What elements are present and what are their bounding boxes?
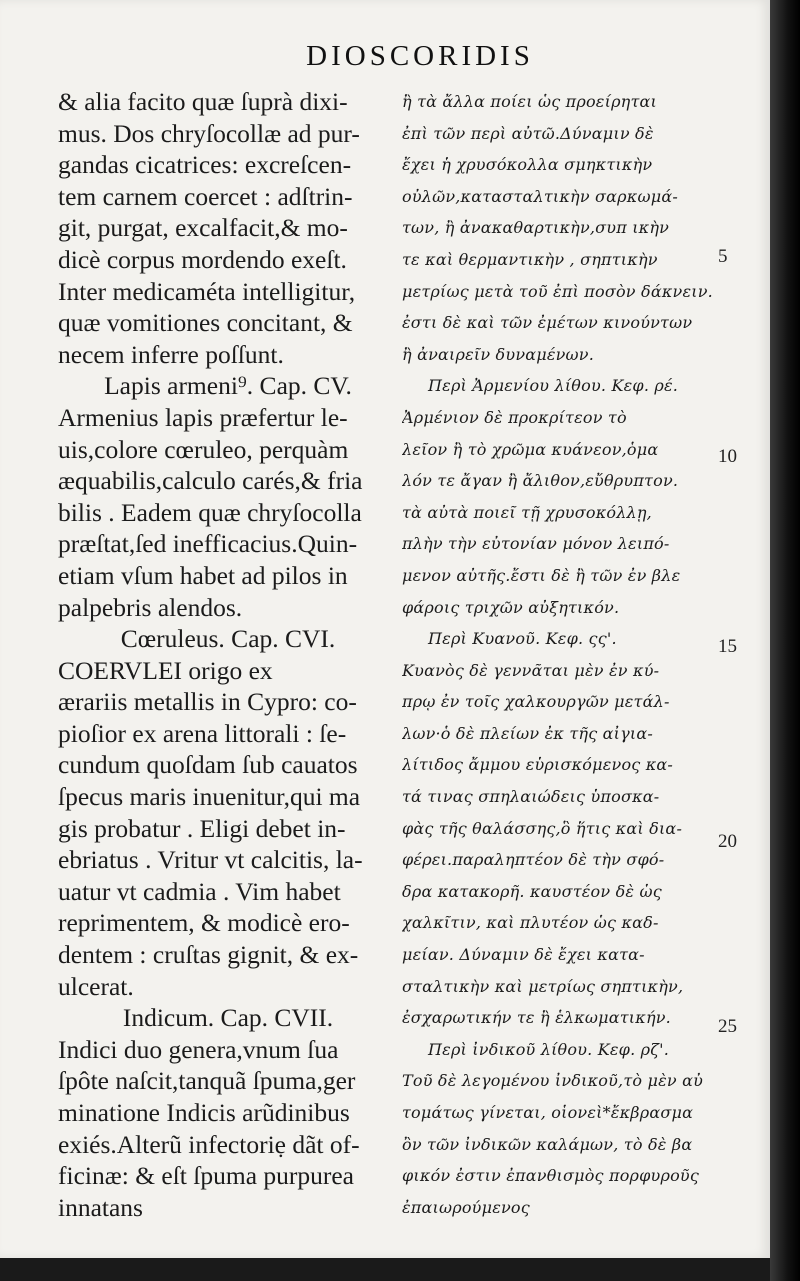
line-number: 10 — [718, 446, 737, 467]
latin-line: gis probatur . Eligi debet in- — [58, 813, 346, 843]
latin-line: git, purgat, excalfacit,& mo- — [58, 213, 348, 243]
greek-line: μείαν. Δύναμιν δὲ ἔχει κατα- — [402, 945, 645, 965]
greek-line: Κυανὸς δὲ γεννᾶται μὲν ἐν κύ- — [402, 660, 660, 680]
greek-line: ἐσχαρωτικήν τε ἢ ἑλκωματικήν. — [402, 1008, 671, 1028]
greek-line: των, ἢ ἀνακαθαρτικὴν,συπ ικὴν — [402, 218, 670, 238]
running-header — [0, 40, 800, 73]
greek-line: πρῳ ἐν τοῖς χαλκουργῶν μετάλ- — [402, 692, 670, 712]
latin-line: ulcerat. — [58, 971, 134, 1001]
latin-line: gandas cicatrices: excreſcen- — [58, 150, 352, 180]
page-edge-shadow — [770, 0, 800, 1281]
latin-line: ficinæ: & eſt ſpuma purpurea — [58, 1161, 355, 1191]
greek-line: οὐλῶν,κατασταλτικὴν σαρκωμά- — [402, 186, 678, 206]
latin-line: exiés.Alterũ infectoriẹ dãt of- — [58, 1129, 360, 1159]
greek-line: Τοῦ δὲ λεγομένου ἰνδικοῦ,τὸ μὲν αὐ — [402, 1071, 704, 1091]
greek-line: ἢ τὰ ἄλλα ποίει ὡς προείρηται — [402, 92, 657, 111]
greek-line: τε καὶ θερμαντικὴν , σηπτικὴν — [402, 249, 658, 269]
latin-line: etiam vſum habet ad pilos in — [58, 560, 348, 590]
latin-line: mus. Dos chryſocollæ ad pur- — [58, 118, 360, 148]
greek-line: τὰ αὐτὰ ποιεῖ τῇ χρυσοκόλλῃ, — [402, 502, 652, 522]
greek-line: φὰς τῆς θαλάσσης,ὃ ἥτις καὶ δια- — [402, 818, 683, 838]
latin-line: ſpecus maris inuenitur,qui ma — [58, 782, 361, 812]
latin-line: bilis . Eadem quæ chryſocolla — [58, 497, 362, 527]
greek-line: φέρει.παραληπτέον δὲ τὴν σφό- — [402, 850, 665, 870]
greek-line: σταλτικὴν καὶ μετρίως σηπτικὴν, — [402, 976, 684, 996]
latin-chapter-heading: Cœruleus. Cap. CVI. — [120, 624, 336, 654]
latin-line: necem inferre poſſunt. — [58, 339, 284, 369]
line-number: 20 — [718, 831, 737, 852]
latin-line: reprimentem, & modicè ero- — [58, 908, 350, 938]
latin-line: uis,colore cœruleo, perquàm — [58, 434, 349, 464]
latin-line: æquabilis,calculo carés,& fria — [58, 466, 363, 496]
greek-line: λίτιδος ἄμμου εὑρισκόμενος κα- — [402, 755, 674, 775]
greek-line: ἢ ἀναιρεῖν δυναμένων. — [402, 344, 595, 364]
greek-line: ἐπαιωρούμενος — [402, 1197, 530, 1217]
latin-line: uatur vt cadmia . Vim habet — [58, 876, 341, 906]
latin-line: pioſior ex arena littorali : ſe- — [58, 718, 347, 748]
greek-line: λόν τε ἄγαν ἢ ἄλιθον,εὔθρυπτον. — [402, 471, 679, 491]
greek-line: δρα κατακορῆ. καυστέον δὲ ὡς — [402, 881, 662, 901]
greek-line: ἐπὶ τῶν περὶ αὐτῶ.Δύναμιν δὲ — [402, 123, 654, 143]
greek-chapter-heading: Περὶ ἰνδικοῦ λίθου. Κεφ. ρζ'. — [428, 1039, 670, 1059]
latin-line: tem carnem coercet : adſtrin- — [58, 181, 353, 211]
latin-line: minatione Indicis arũdinibus — [58, 1098, 350, 1127]
greek-line: μετρίως μετὰ τοῦ ἐπὶ ποσὸν δάκνειν. — [402, 281, 713, 301]
latin-line: præſtat,ſed inefficacius.Quin- — [58, 529, 358, 559]
greek-line: χαλκῖτιν, καὶ πλυτέον ὡς καδ- — [402, 913, 659, 933]
latin-line: COERVLEI origo ex — [58, 655, 273, 685]
latin-line: ærariis metallis in Cypro: co- — [58, 687, 357, 717]
greek-line: ἔχει ἡ χρυσόκολλα σμηκτικὴν — [402, 155, 653, 175]
latin-line: innatans — [58, 1192, 143, 1222]
greek-line: φικόν ἐστιν ἐπανθισμὸς πορφυροῦς — [402, 1166, 700, 1186]
latin-line: ſpôte naſcit,tanquã ſpuma,ger — [58, 1066, 356, 1096]
latin-line: Indici duo genera,vnum ſua — [58, 1034, 339, 1064]
latin-line: dicè corpus mordendo exeſt. — [58, 244, 347, 274]
latin-column — [58, 86, 398, 1223]
greek-line: φάροις τριχῶν αὐξητικόν. — [402, 597, 620, 617]
greek-line: λων·ὁ δὲ πλείων ἐκ τῆς αἰγια- — [402, 723, 653, 743]
greek-chapter-heading: Περὶ Ἀρμενίου λίθου. Κεφ. ρέ. — [428, 376, 679, 396]
greek-line: τά τινας σπηλαιώδεις ὑποσκα- — [402, 787, 660, 807]
greek-line: ἐστι δὲ καὶ τῶν ἐμέτων κινούντων — [402, 313, 693, 333]
latin-line: Inter medicaméta intelligitur, — [58, 276, 356, 306]
greek-line: Ἀρμένιον δὲ προκρίτεον τὸ — [402, 407, 627, 427]
latin-line: cundum quoſdam ſub cauatos — [58, 750, 358, 780]
latin-line: & alia facito quæ ſuprà dixi- — [58, 87, 348, 116]
greek-column — [402, 86, 720, 1223]
latin-line: quæ vomitiones concitant, & — [58, 308, 353, 338]
latin-chapter-heading: Lapis armeni⁹. Cap. CV. — [104, 371, 352, 401]
latin-line: palpebris alendos. — [58, 592, 243, 622]
greek-line: πλὴν τὴν εὐτονίαν μόνον λειπό- — [402, 534, 670, 554]
line-number: 25 — [718, 1016, 737, 1037]
greek-chapter-heading: Περὶ Κυανοῦ. Κεφ. ςς'. — [428, 629, 617, 649]
latin-line: Armenius lapis præfertur le- — [58, 402, 348, 432]
running-header-title: DIOSCORIDIS — [306, 40, 534, 72]
latin-chapter-heading: Indicum. Cap. CVII. — [122, 1003, 334, 1033]
line-number: 5 — [718, 246, 728, 267]
line-number: 15 — [718, 636, 737, 657]
greek-line: λεῖον ἢ τὸ χρῶμα κυάνεον,ὁμα — [402, 439, 659, 459]
greek-line: τομάτως γίνεται, οἱονεὶ*ἔκβρασμα — [402, 1103, 694, 1122]
greek-line: ὂν τῶν ἰνδικῶν καλάμων, τὸ δὲ βα — [402, 1134, 693, 1154]
latin-line: dentem : cruſtas gignit, & ex- — [58, 940, 359, 970]
latin-line: ebriatus . Vritur vt calcitis, la- — [58, 845, 363, 875]
greek-line: μενον αὐτῆς.ἔστι δὲ ἢ τῶν ἐν βλε — [402, 565, 681, 585]
